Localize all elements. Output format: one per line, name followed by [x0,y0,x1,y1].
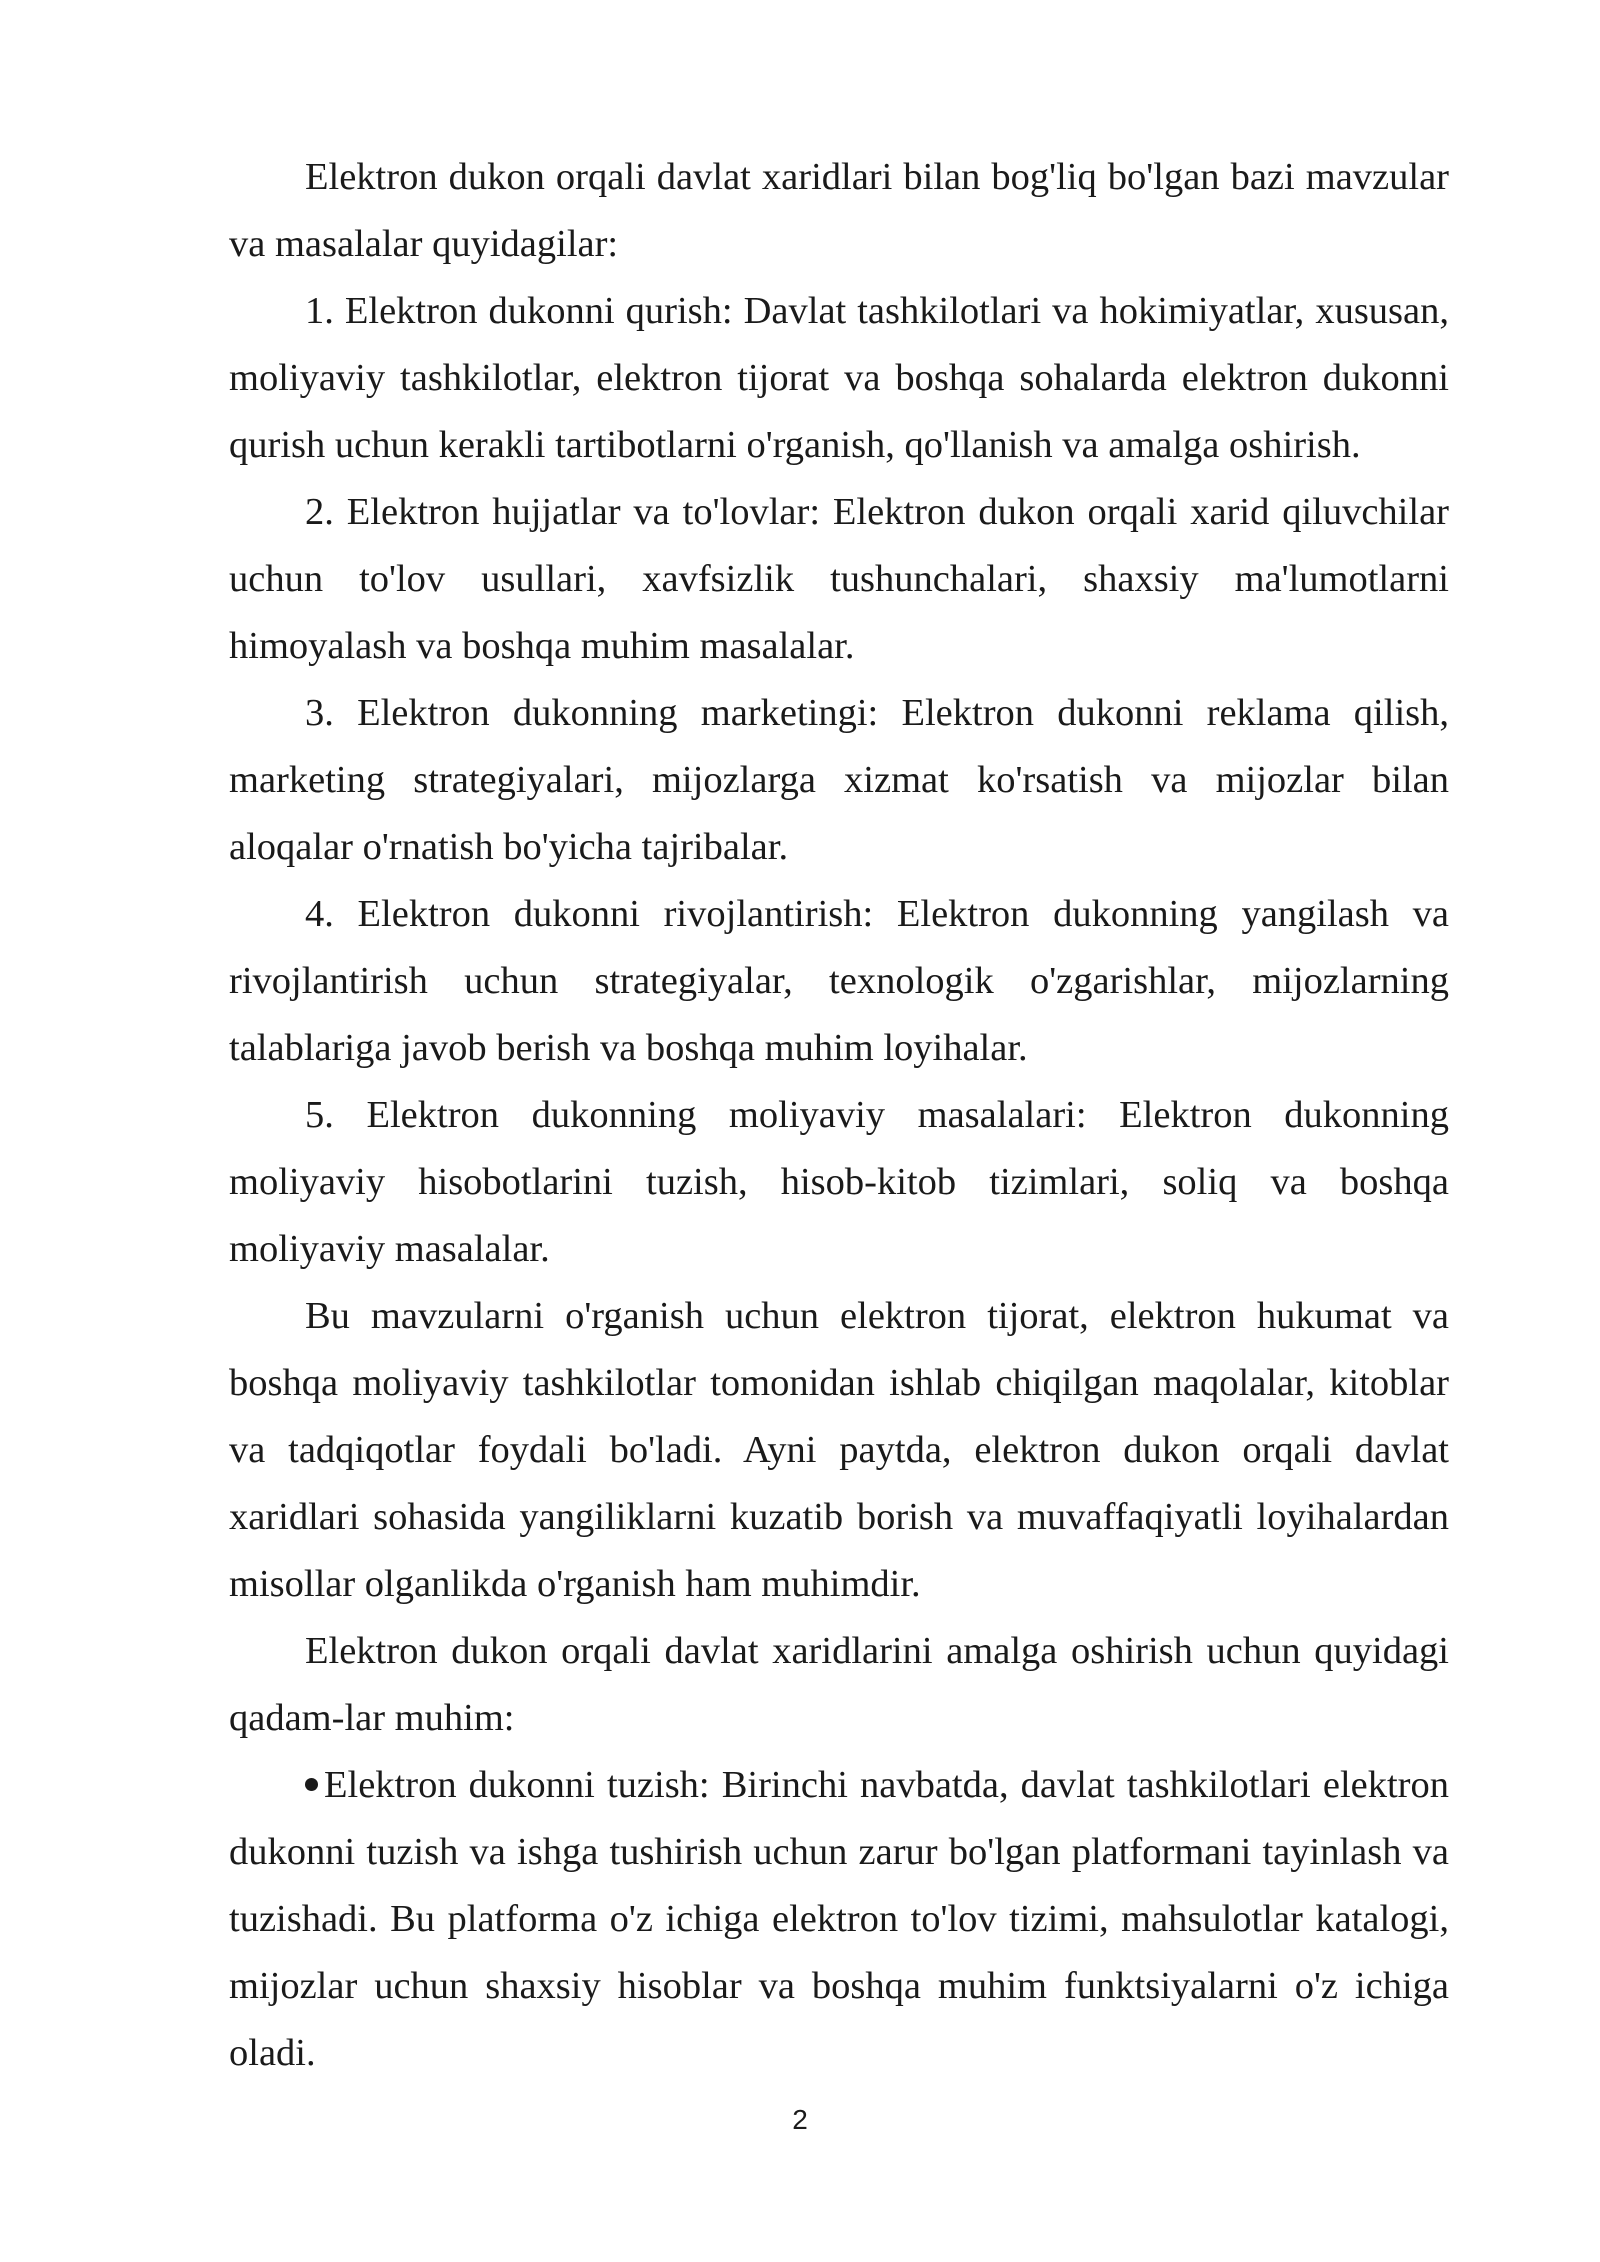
bullet-item [229,1752,1449,2087]
paragraph-intro: Elektron dukon orqali davlat xaridlari bilan bog'liq bo'lgan bazi mavzular va masalalar quyidagilar: [229,156,1449,265]
bullet-icon [305,1778,318,1791]
paragraph-steps-intro: Elektron dukon orqali davlat xaridlarini amalga oshirish uchun quyidagi qadam-lar muhim: [229,1630,1449,1739]
bullet-item-text: Elektron dukonni tuzish: Birinchi navbatda, davlat tashkilotlari elektron dukonni tuzish va ishga tushirish uchun zarur bo'lgan platformani tayinlash va tuzishadi. Bu platforma o'z ichiga elektron to'lov tizimi, mahsulotlar katalogi, mijozlar uchun shaxsiy hisoblar va boshqa muhim funktsiyalarni o'z ichiga oladi. [229,1764,1449,2074]
paragraph-item-5: 5. Elektron dukonning moliyaviy masalalari: Elektron dukonning moliyaviy hisobotlarini tuzish, hisob-kitob tizimlari, soliq va boshqa moliyaviy masalalar. [229,1094,1449,1270]
page-number: 2 [792,2104,808,2135]
paragraph-item-1: 1. Elektron dukonni qurish: Davlat tashkilotlari va hokimiyatlar, xususan, moliyaviy tashkilotlar, elektron tijorat va boshqa sohalarda elektron dukonni qurish uchun kerakli tartibotlarni o'rganish, qo'llanish va amalga oshirish. [229,290,1449,466]
paragraph-summary: Bu mavzularni o'rganish uchun elektron tijorat, elektron hukumat va boshqa moliyaviy tashkilotlar tomonidan ishlab chiqilgan maqolalar, kitoblar va tadqiqotlar foydali bo'ladi. Ayni paytda, elektron dukon orqali davlat xaridlari sohasida yangiliklarni kuzatib borish va muvaffaqiyatli loyihalardan misollar olganlikda o'rganish ham muhimdir. [229,1295,1449,1605]
paragraph-item-2: 2. Elektron hujjatlar va to'lovlar: Elektron dukon orqali xarid qiluvchilar uchun to'lov usullari, xavfsizlik tushunchalari, shaxsiy ma'lumotlarni himoyalash va boshqa muhim masalalar. [229,491,1449,667]
paragraph-item-3: 3. Elektron dukonning marketingi: Elektron dukonni reklama qilish, marketing strategiyalari, mijozlarga xizmat ko'rsatish va mijozlar bilan aloqalar o'rnatish bo'yicha tajribalar. [229,692,1449,868]
paragraph-item-4: 4. Elektron dukonni rivojlantirish: Elektron dukonning yangilash va rivojlantirish uchun strategiyalar, texnologik o'zgarishlar, mijozlarning talablariga javob berish va boshqa muhim loyihalar. [229,893,1449,1069]
document-body [229,144,1449,2087]
